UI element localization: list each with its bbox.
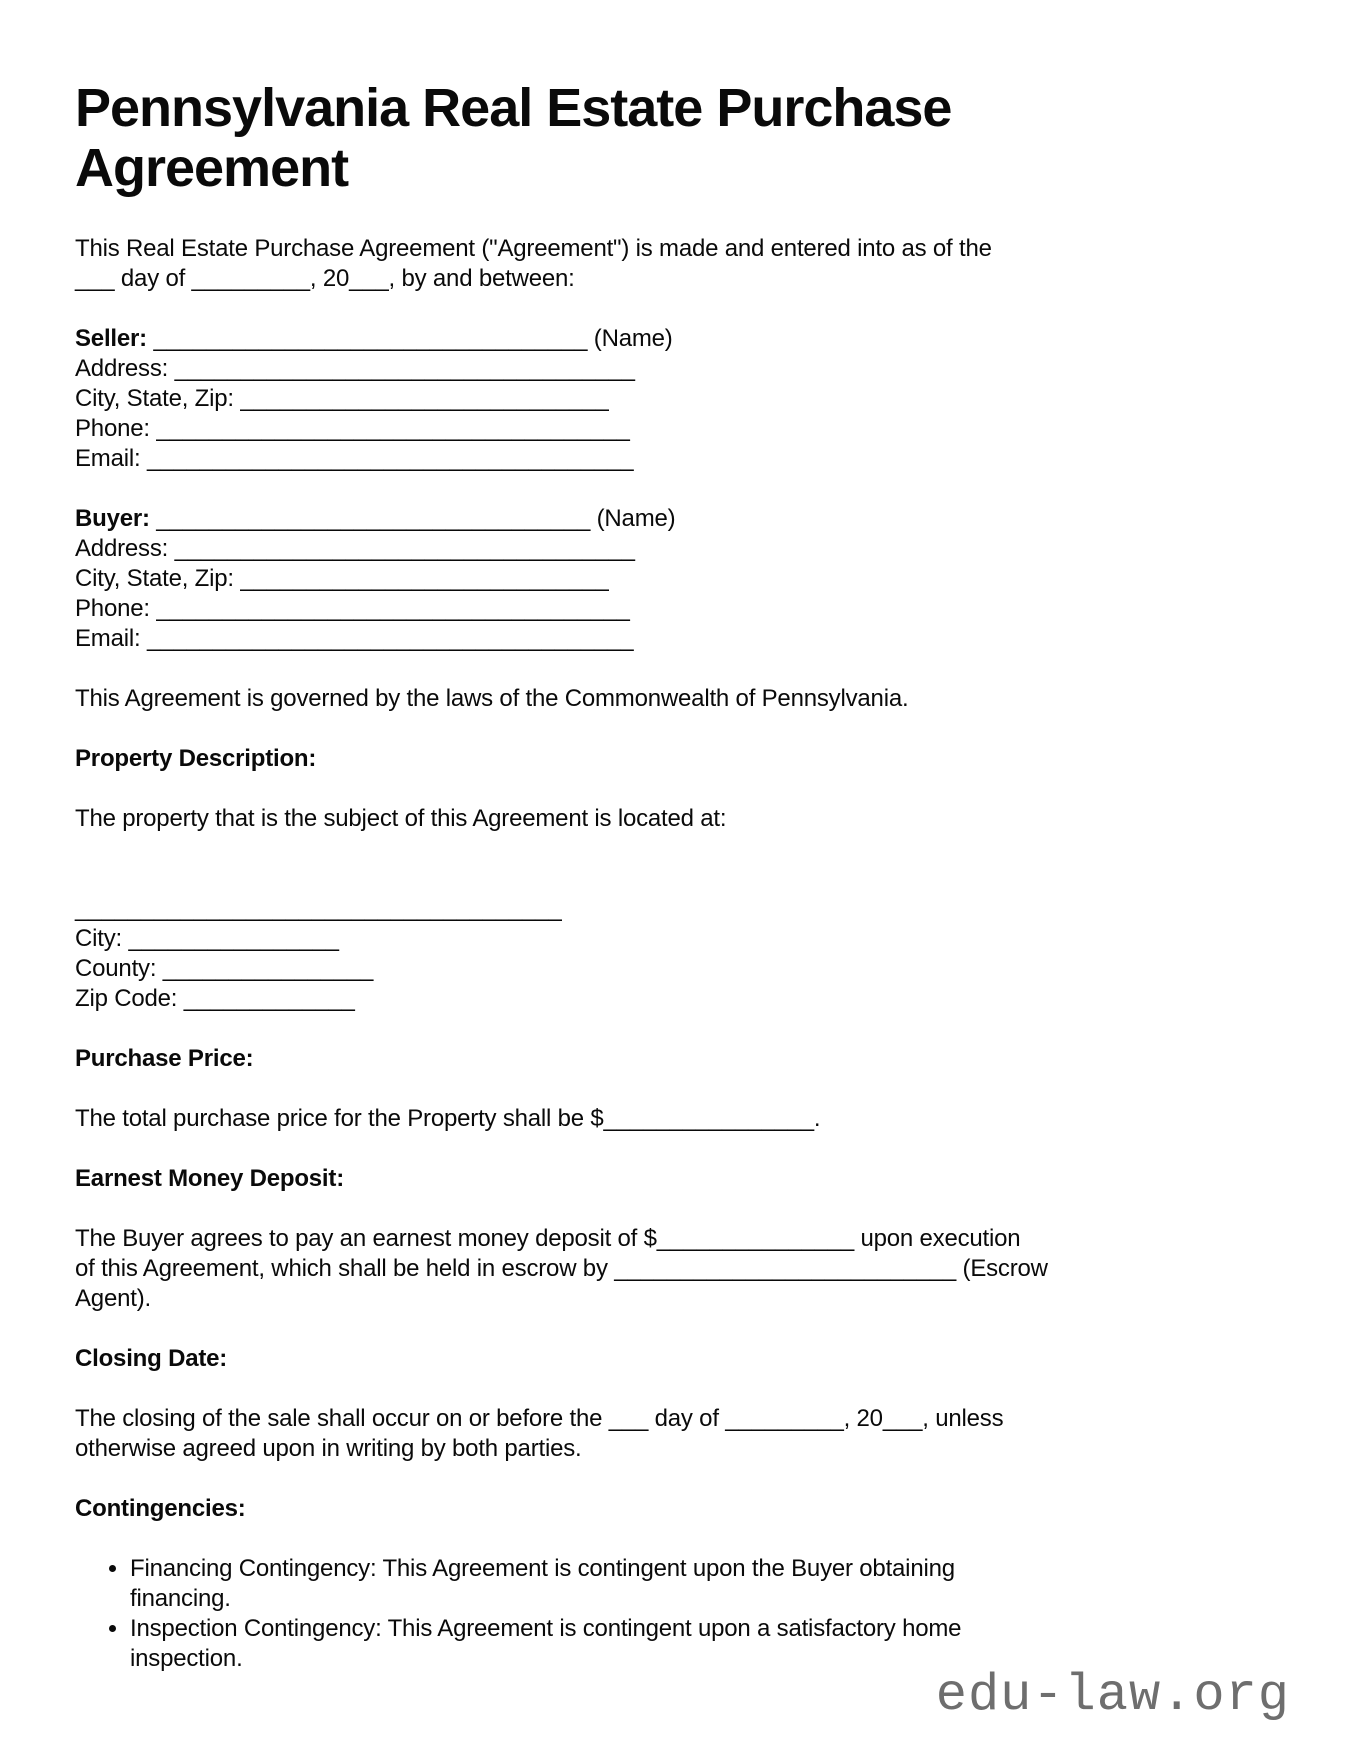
buyer-address-line: Address: ___________________________________: [75, 535, 635, 562]
seller-section: [75, 324, 1292, 474]
buyer-section: [75, 504, 1292, 654]
inspection-contingency-line-2: inspection.: [130, 1645, 243, 1672]
buyer-city-state-zip-line: City, State, Zip: ____________________________: [75, 565, 609, 592]
buyer-phone-line: Phone: ____________________________________: [75, 595, 630, 622]
closing-date-heading: Closing Date:: [75, 1345, 228, 1372]
governing-law-paragraph: [75, 684, 1292, 714]
earnest-money-heading: Earnest Money Deposit:: [75, 1165, 344, 1192]
closing-date-line-2: otherwise agreed upon in writing by both parties.: [75, 1435, 582, 1462]
financing-contingency-item: [130, 1554, 1292, 1614]
earnest-money-line-2: of this Agreement, which shall be held in escrow by __________________________ (Escrow: [75, 1255, 1048, 1282]
purchase-price-paragraph: [75, 1104, 1292, 1134]
seller-label: Seller:: [75, 325, 147, 352]
governing-law-text: This Agreement is governed by the laws of the Commonwealth of Pennsylvania.: [75, 685, 909, 712]
buyer-label: Buyer:: [75, 505, 150, 532]
financing-contingency-line-2: financing.: [130, 1585, 231, 1612]
property-intro-paragraph: [75, 804, 1292, 834]
intro-line-1: This Real Estate Purchase Agreement ("Agreement") is made and entered into as of the: [75, 235, 992, 262]
intro-line-2: ___ day of _________, 20___, by and between:: [75, 265, 575, 292]
earnest-money-line-1: The Buyer agrees to pay an earnest money deposit of $_______________ upon execution: [75, 1225, 1021, 1252]
seller-name-line: [75, 324, 1292, 354]
financing-contingency-line-1: • Financing Contingency: This Agreement is contingent upon the Buyer obtaining: [130, 1555, 955, 1582]
inspection-contingency-item: [130, 1614, 1292, 1674]
contingencies-heading: Contingencies:: [75, 1495, 246, 1522]
seller-phone-line: Phone: ____________________________________: [75, 415, 630, 442]
property-description-heading: Property Description:: [75, 745, 317, 772]
document-title: Pennsylvania Real Estate Purchase Agreement: [75, 78, 952, 198]
property-zip-line: Zip Code: _____________: [75, 985, 355, 1012]
earnest-money-line-3: Agent).: [75, 1285, 151, 1312]
property-address-block: [75, 894, 1292, 1014]
inspection-contingency-line-1: • Inspection Contingency: This Agreement is contingent upon a satisfactory home: [130, 1615, 962, 1642]
buyer-email-line: Email: _____________________________________: [75, 625, 634, 652]
intro-paragraph: [75, 234, 1292, 294]
purchase-price-heading: Purchase Price:: [75, 1045, 254, 1072]
closing-date-paragraph: [75, 1404, 1292, 1464]
property-intro-text: The property that is the subject of this Agreement is located at:: [75, 805, 727, 832]
seller-email-line: Email: _____________________________________: [75, 445, 634, 472]
buyer-name-line: [75, 504, 1292, 534]
contingency-list: [75, 1554, 1292, 1674]
seller-city-state-zip-line: City, State, Zip: ____________________________: [75, 385, 609, 412]
buyer-name-blank: _________________________________ (Name): [149, 505, 676, 532]
seller-address-line: Address: ___________________________________: [75, 355, 635, 382]
seller-name-blank: _________________________________ (Name): [146, 325, 673, 352]
property-city-line: City: ________________: [75, 925, 339, 952]
site-watermark: edu-law.org: [935, 1666, 1290, 1725]
purchase-price-text: The total purchase price for the Property shall be $________________.: [75, 1105, 821, 1132]
property-county-line: County: ________________: [75, 955, 374, 982]
earnest-money-paragraph: [75, 1224, 1292, 1314]
property-street-blank: _____________________________________: [75, 895, 562, 922]
closing-date-line-1: The closing of the sale shall occur on or before the ___ day of _________, 20___, unless: [75, 1405, 1004, 1432]
